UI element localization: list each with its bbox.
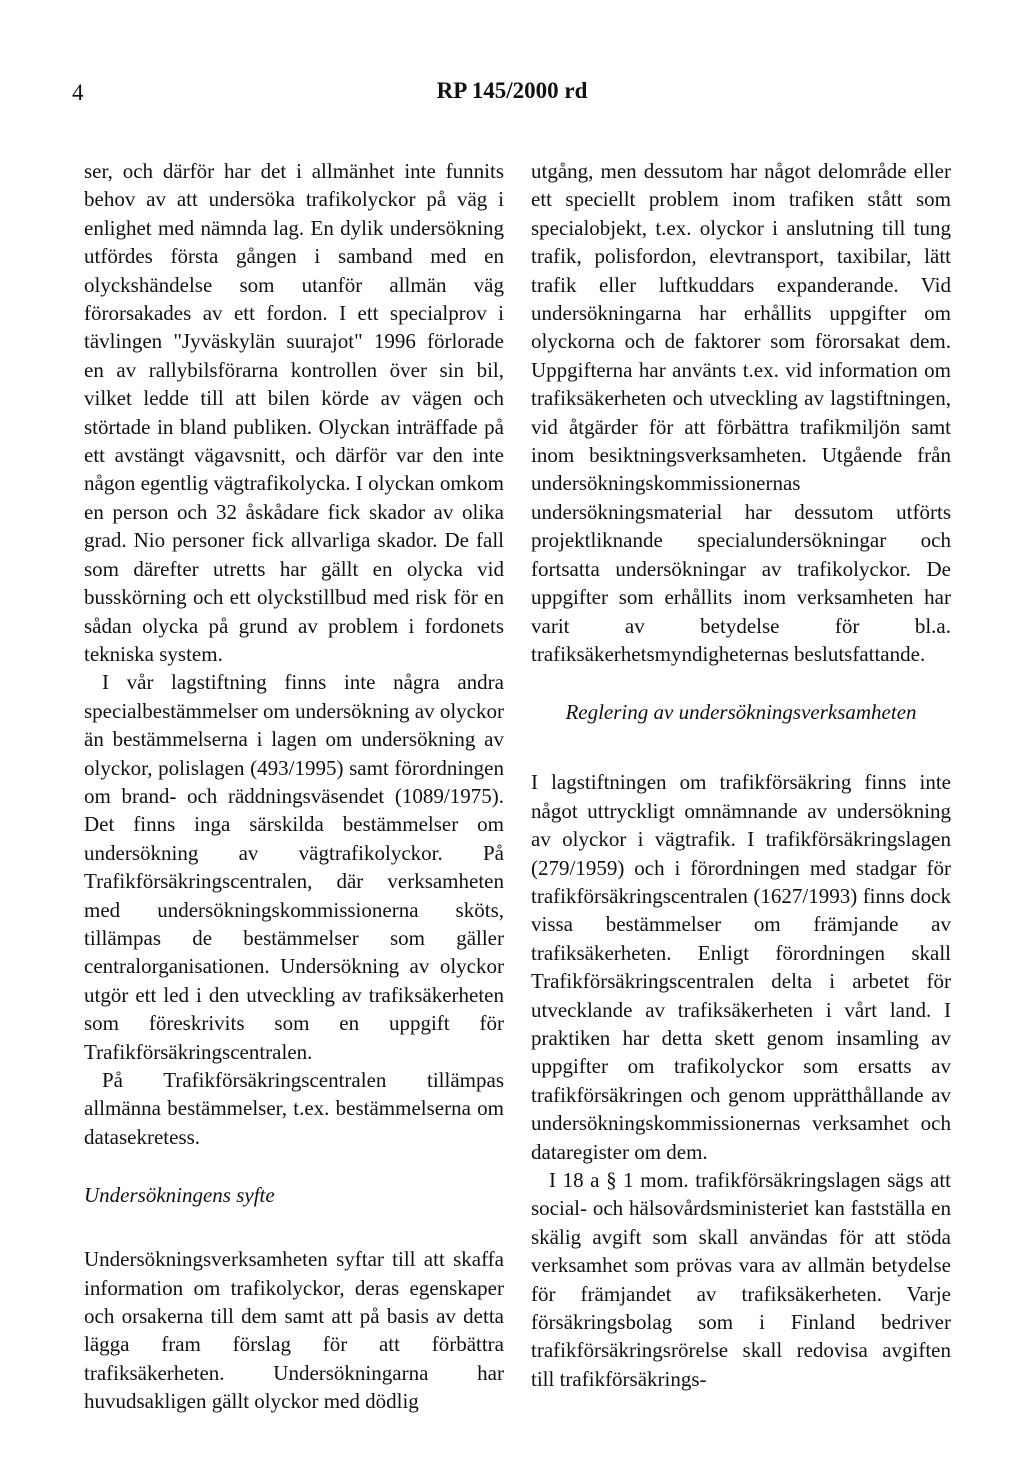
paragraph: På Trafikförsäkringscentralen tillämpas allmänna bestämmelser, t.ex. bestämmelserna om datasekretess. [84,1068,504,1149]
paragraph: I lagstiftningen om trafikförsäkring finns inte något uttryckligt omnämnande av undersökning av olyckor i vägtrafik. I trafikförsäkringslagen (279/1959) och i förordningen med stadgar för trafikförsäkringscentralen (1627/1993) finns dock vissa bestämmelser om främjande av trafiksäkerheten. Enligt förordningen skall Trafikförsäkringscentralen delta i arbetet för utvecklande av trafiksäkerheten i vårt land. I praktiken har detta skett genom insamling av uppgifter om trafikolyckor som ersatts av trafikförsäkringen och genom upprätthållande av undersökningskommissionernas verksamhet och dataregister om dem. [531,770,951,1164]
paragraph: ser, och därför har det i allmänhet inte funnits behov av att undersöka trafikolyckor på väg i enlighet med nämnda lag. En dylik undersökning utfördes första gången i samband med en olyckshändelse som utanför allmän väg förorsakades av ett fordon. I ett specialprov i tävlingen "Jyväskylän suurajot" 1996 förlorade en av rallybilsförarna kontrollen över sin bil, vilket ledde till att bilen körde av vägen och störtade in bland publiken. Olyckan inträffade på ett avstängt vägavsnitt, och därför var den inte någon egentlig vägtrafikolycka. I olyckan omkom en person och 32 åskådare fick skador av olika grad. Nio personer fick allvarliga skador. De fall som därefter utretts har gällt en olycka vid busskörning och ett olyckstillbud med risk för en sådan olycka på grund av problem i fordonets tekniska system. [84,159,504,666]
document-id: RP 145/2000 rd [436,78,588,103]
paragraph: utgång, men dessutom har något delområde eller ett speciellt problem inom trafiken stått som specialobjekt, t.ex. olyckor i anslutning till tung trafik, polisfordon, elevtransport, taxibilar, lätt trafik eller luftkuddars expanderande. Vid undersökningarna har erhållits uppgifter om olyckorna och de faktorer som förorsakat dem. Uppgifterna har använts t.ex. vid information om trafiksäkerheten och utveckling av lagstiftningen, vid åtgärder för att förbättra trafikmiljön samt inom besiktningsverksamheten. Utgående från undersökningskommissionernas undersökningsmaterial har dessutom utförts projektliknande specialundersökningar och fortsatta undersökningar av trafikolyckor. De uppgifter som erhållits inom verksamheten har varit av betydelse för bl.a. trafiksäkerhetsmyndigheternas beslutsfattande. [531,159,951,666]
paragraph: I vår lagstiftning finns inte några andra specialbestämmelser om undersökning av olyckor än bestämmelserna i lagen om undersökning av olyckor, polislagen (493/1995) samt förordningen om brand- och räddningsväsendet (1089/1975). Det finns inga särskilda bestämmelser om undersökning av vägtrafikolyckor. På Trafikförsäkringscentralen, där verksamheten med undersökningskommissionerna sköts, tillämpas de bestämmelser som gäller centralorganisationen. Undersökning av olyckor utgör ett led i den utveckling av trafiksäkerheten som föreskrivits som en uppgift för Trafikförsäkringscentralen. [84,670,504,1064]
right-column [531,157,951,1393]
section-heading: Reglering av undersökningsverksamheten [565,700,917,725]
paragraph: I 18 a § 1 mom. trafikförsäkringslagen sägs att social- och hälsovårdsministeriet kan fastställa en skälig avgift som skall användas för att stöda verksamhet som prövas vara av allmän betydelse för främjandet av trafiksäkerheten. Varje försäkringsbolag som i Finland bedriver trafikförsäkringsrörelse skall redovisa avgiften till trafikförsäkrings- [531,1168,951,1391]
section-heading: Undersökningens syfte [84,1183,275,1208]
paragraph: Undersökningsverksamheten syftar till att skaffa information om trafikolyckor, deras egenskaper och orsakerna till dem samt att på basis av detta lägga fram förslag för att förbättra trafiksäkerheten. Undersökningarna har huvudsakligen gällt olyckor med dödlig [84,1247,504,1414]
left-column [84,157,504,1416]
page-number: 4 [72,80,84,105]
